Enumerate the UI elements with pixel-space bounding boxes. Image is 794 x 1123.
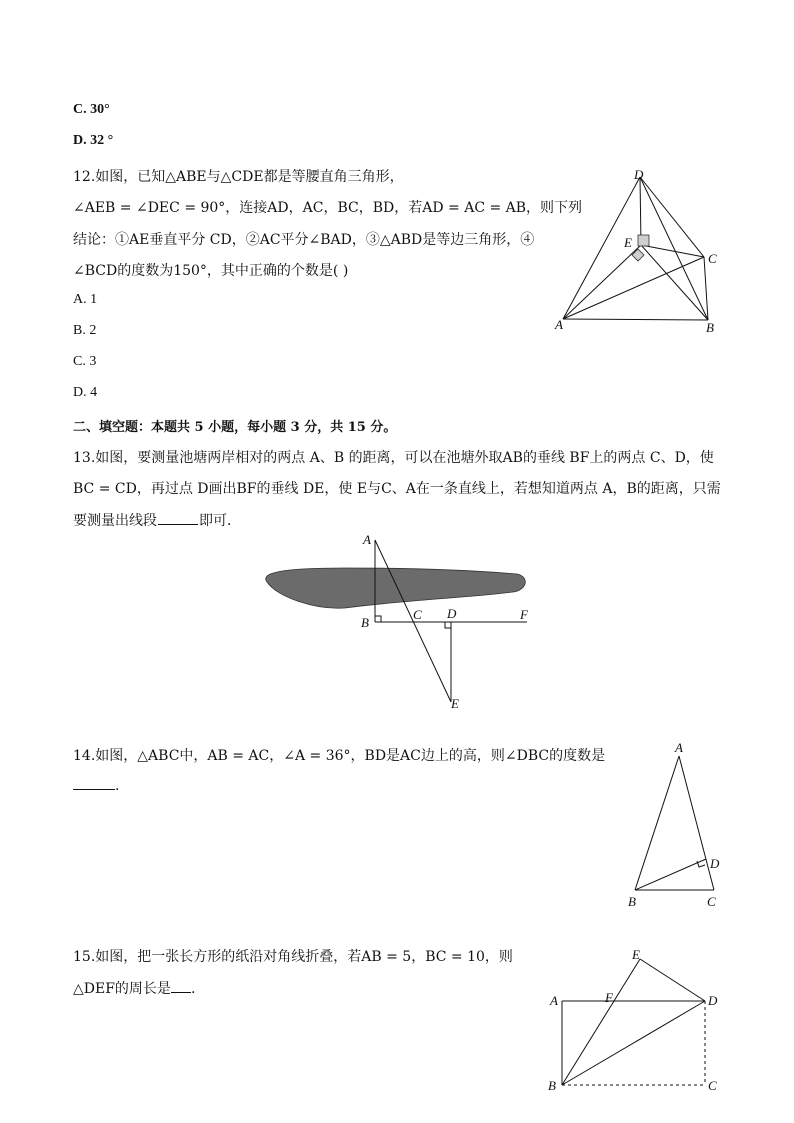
q12-option-c: C. 3 (73, 354, 97, 369)
q15-figure (540, 945, 730, 1095)
q12-option-d: D. 4 (73, 385, 98, 400)
q14-label-a: A (675, 740, 683, 755)
q15-label-c: C (708, 1078, 717, 1093)
q12-label-d: D (634, 167, 644, 182)
q14-line2 (73, 776, 119, 794)
q14-label-d: D (710, 856, 720, 871)
q14-line2-end: . (115, 778, 120, 794)
q15-line2 (73, 978, 195, 998)
q13-figure (255, 530, 540, 715)
q13-line3-before: 要测量出线段 (73, 513, 157, 529)
q15-label-b: B (548, 1078, 556, 1093)
q13-line3 (73, 510, 241, 530)
q13-label-c: C (413, 607, 422, 622)
q12-label-e: E (624, 235, 632, 250)
q15-label-e: E (632, 947, 640, 962)
q13-label-b: B (361, 615, 369, 630)
q14-answer-blank (73, 776, 115, 790)
q13-label-a: A (363, 532, 371, 547)
q13-line3-after: 即可． (199, 513, 241, 529)
q12-line1: 12.如图，已知△ABE与△CDE都是等腰直角三角形， (73, 169, 404, 185)
q12-label-a: A (555, 317, 563, 332)
section2-heading: 二、填空题：本题共 5 小题，每小题 3 分，共 15 分。 (73, 420, 397, 435)
q15-line2-after: . (190, 981, 196, 997)
q14-label-c: C (707, 894, 716, 909)
q13-label-d: D (447, 606, 457, 621)
q13-answer-blank (158, 511, 198, 525)
q13-line1: 13.如图，要测量池塘两岸相对的两点 A、B 的距离，可以在池塘外取AB的垂线 BF上的两点 C、D，使 (73, 450, 714, 466)
q12-label-b: B (706, 320, 714, 335)
q12-line2: ∠AEB = ∠DEC = 90°，连接AD，AC，BC，BD，若AD = AC = AB，则下列 (73, 200, 583, 216)
q11-option-c: C. 30° (73, 102, 110, 117)
q12-option-a: A. 1 (73, 292, 98, 307)
q13-label-f: F (520, 607, 528, 622)
q12-label-c: C (708, 251, 717, 266)
q11-option-d: D. 32 ° (73, 133, 114, 148)
q15-label-f: F (605, 990, 613, 1005)
q12-line4: ∠BCD的度数为150°，其中正确的个数是( ) (73, 263, 349, 279)
q15-answer-blank (171, 979, 191, 993)
q13-label-e: E (451, 696, 459, 711)
q15-line2-before: △DEF的周长是 (73, 981, 171, 997)
q15-label-d: D (708, 993, 718, 1008)
q15-line1: 15.如图，把一张长方形的纸沿对角线折叠，若AB = 5，BC = 10，则 (73, 949, 513, 965)
q14-label-b: B (628, 894, 636, 909)
q14-line1: 14.如图，△ABC中，AB = AC，∠A = 36°，BD是AC边上的高，则∠DBC的度数是 (73, 748, 606, 764)
q12-option-b: B. 2 (73, 323, 97, 338)
q14-figure (620, 738, 730, 913)
q12-figure (550, 165, 730, 340)
q12-line3: 结论：①AE垂直平分 CD，②AC平分∠BAD，③△ABD是等边三角形，④ (73, 232, 535, 248)
q13-line2: BC = CD，再过点 D画出BF的垂线 DE，使 E与C、A在一条直线上，若想知道两点 A，B的距离，只需 (73, 481, 721, 497)
q15-label-a: A (550, 993, 558, 1008)
